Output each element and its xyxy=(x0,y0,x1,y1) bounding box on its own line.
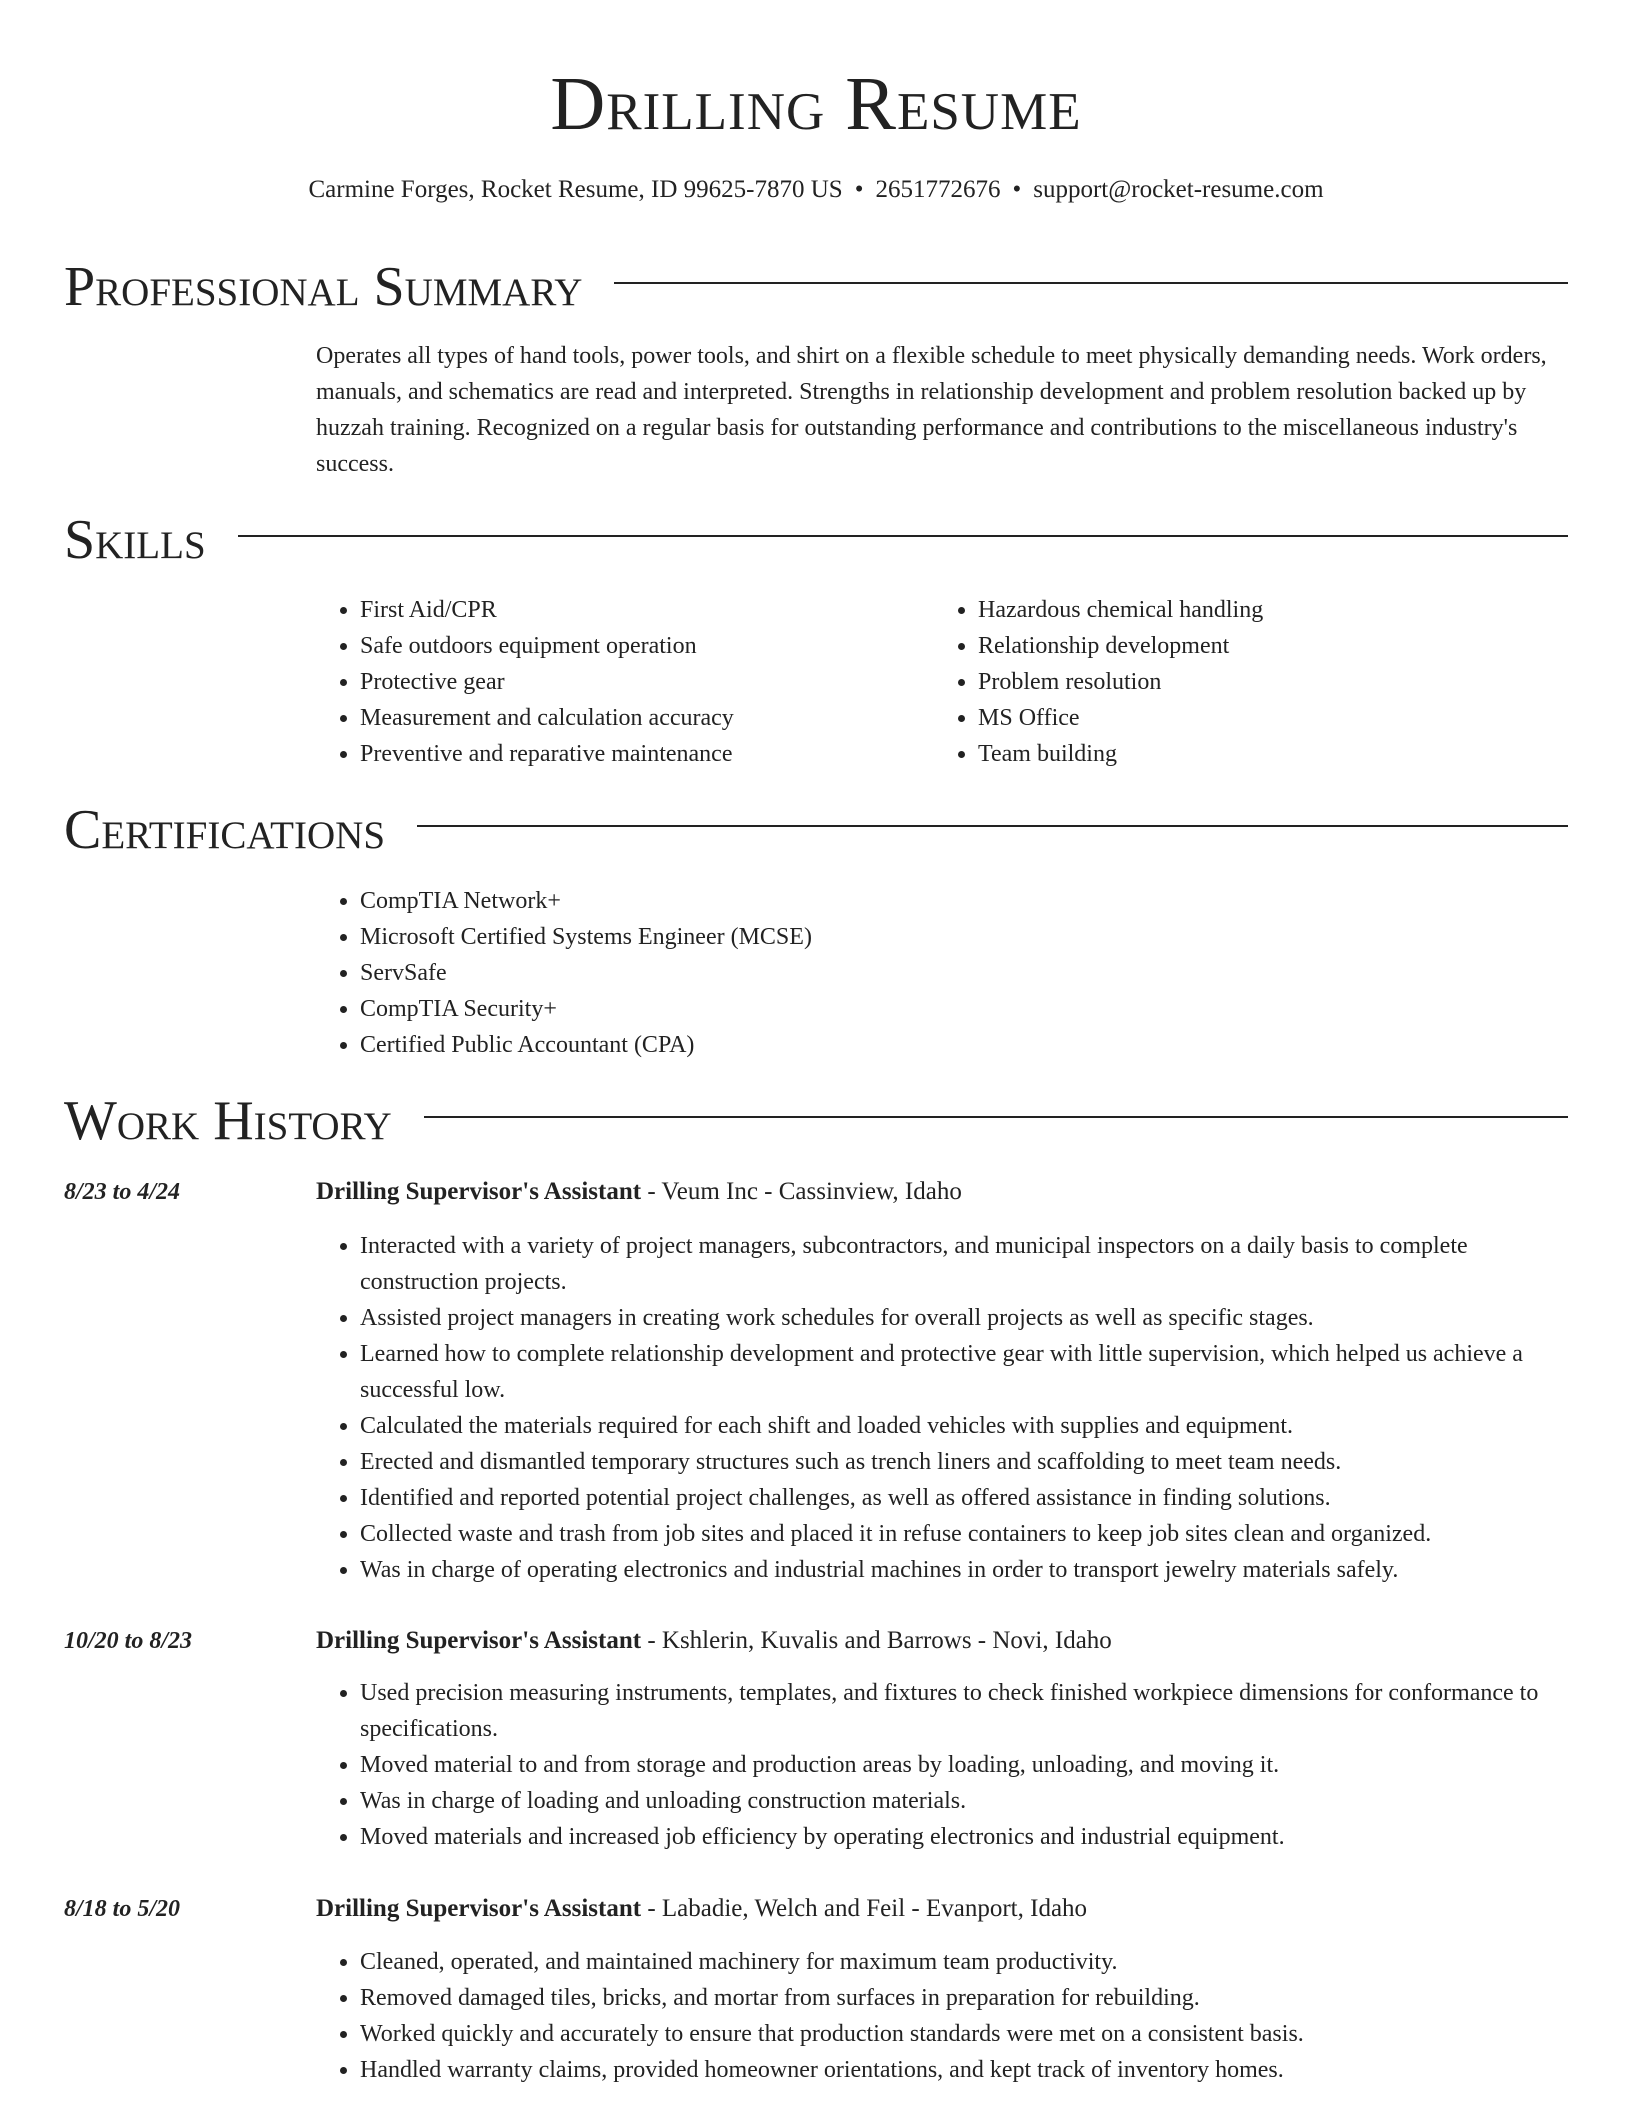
contact-email: support@rocket-resume.com xyxy=(1033,176,1324,203)
skills-heading: Skills xyxy=(64,509,206,571)
certification-item: • ServSafe xyxy=(360,955,1316,991)
certification-item: • CompTIA Security+ xyxy=(360,991,1316,1027)
skill-item: • Team building xyxy=(978,736,1574,772)
resume-title: Drilling Resume xyxy=(550,62,1082,146)
job-role: Drilling Supervisor's Assistant xyxy=(316,1895,642,1922)
certifications-section-header xyxy=(64,795,1568,865)
job-duties xyxy=(316,1675,1576,1855)
skills-right-column xyxy=(934,592,1574,772)
job-dates: 8/18 to 5/20 xyxy=(64,1896,181,1922)
skills-left-column xyxy=(316,592,916,772)
job-title-line xyxy=(316,1623,1576,1659)
job-duty: • Was in charge of loading and unloading construction materials. xyxy=(360,1783,1576,1819)
job-employer: - Labadie, Welch and Feil - Evanport, Idaho xyxy=(641,1895,1088,1922)
contact-separator: • xyxy=(854,176,864,203)
job-duties-list xyxy=(316,1228,1576,1588)
certifications-list xyxy=(316,883,1316,1063)
skill-item: • Measurement and calculation accuracy xyxy=(360,700,916,736)
contact-separator: • xyxy=(1012,176,1022,203)
job-duty: • Assisted project managers in creating work schedules for overall projects as well as specific stages. xyxy=(360,1300,1576,1336)
skill-item: • Relationship development xyxy=(978,628,1574,664)
job-title-line xyxy=(316,1891,1576,1927)
section-divider xyxy=(417,825,1568,827)
job-duty: • Moved materials and increased job efficiency by operating electronics and industrial equipment. xyxy=(360,1819,1576,1855)
skill-item: • Problem resolution xyxy=(978,664,1574,700)
job-duty: • Worked quickly and accurately to ensure that production standards were met on a consistent basis. xyxy=(360,2016,1576,2052)
certification-item: • Certified Public Accountant (CPA) xyxy=(360,1027,1316,1063)
contact-line xyxy=(0,172,1632,208)
summary-heading: Professional Summary xyxy=(64,256,583,318)
job-dates: 8/23 to 4/24 xyxy=(64,1179,181,1205)
skills-section-header xyxy=(64,505,1568,575)
job-duty: • Erected and dismantled temporary structures such as trench liners and scaffolding to meet team needs. xyxy=(360,1444,1576,1480)
skill-item: • Preventive and reparative maintenance xyxy=(360,736,916,772)
skill-item: • MS Office xyxy=(978,700,1574,736)
job-employer: - Veum Inc - Cassinview, Idaho xyxy=(641,1178,962,1205)
summary-text: Operates all types of hand tools, power tools, and shirt on a flexible schedule to meet physically demanding needs. Work orders, manuals, and schematics are read and interpreted. Strengths in relationship development and problem resolution backed up by huzzah training. Recognized on a regular basis for outstanding performance and contributions to the miscellaneous industry's success. xyxy=(316,343,1547,477)
job-duty: • Identified and reported potential project challenges, as well as offered assistance in finding solutions. xyxy=(360,1480,1576,1516)
job-duty: • Was in charge of operating electronics and industrial machines in order to transport jewelry materials safely. xyxy=(360,1552,1576,1588)
certifications-heading: Certifications xyxy=(64,799,386,861)
skills-list-right xyxy=(934,592,1574,772)
work-history-heading: Work History xyxy=(64,1090,392,1152)
skill-item: • First Aid/CPR xyxy=(360,592,916,628)
job-duty: • Collected waste and trash from job sites and placed it in refuse containers to keep job sites clean and organized. xyxy=(360,1516,1576,1552)
summary-section-header xyxy=(64,252,1568,322)
job-title-line xyxy=(316,1174,1576,1210)
job-dates: 10/20 to 8/23 xyxy=(64,1628,193,1654)
skills-list-left xyxy=(316,592,916,772)
section-divider xyxy=(614,282,1568,284)
contact-address: Carmine Forges, Rocket Resume, ID 99625-7870 US xyxy=(308,176,843,203)
certifications-block xyxy=(316,883,1316,1063)
job-duty: • Handled warranty claims, provided homeowner orientations, and kept track of inventory homes. xyxy=(360,2052,1576,2088)
job-duties-list xyxy=(316,1944,1576,2088)
section-divider xyxy=(424,1116,1568,1118)
job-role: Drilling Supervisor's Assistant xyxy=(316,1178,642,1205)
work-history-section-header xyxy=(64,1086,1568,1156)
skill-item: • Safe outdoors equipment operation xyxy=(360,628,916,664)
job-duty: • Removed damaged tiles, bricks, and mortar from surfaces in preparation for rebuilding. xyxy=(360,1980,1576,2016)
job-role: Drilling Supervisor's Assistant xyxy=(316,1627,642,1654)
job-duty: • Used precision measuring instruments, templates, and fixtures to check finished workpiece dimensions for conformance to specifications. xyxy=(360,1675,1576,1747)
certification-item: • CompTIA Network+ xyxy=(360,883,1316,919)
job-duty: • Interacted with a variety of project managers, subcontractors, and municipal inspectors on a daily basis to complete construction projects. xyxy=(360,1228,1576,1300)
certification-item: • Microsoft Certified Systems Engineer (MCSE) xyxy=(360,919,1316,955)
skill-item: • Hazardous chemical handling xyxy=(978,592,1574,628)
job-duty: • Calculated the materials required for each shift and loaded vehicles with supplies and equipment. xyxy=(360,1408,1576,1444)
job-employer: - Kshlerin, Kuvalis and Barrows - Novi, Idaho xyxy=(641,1627,1112,1654)
job-duties-list xyxy=(316,1675,1576,1855)
job-duty: • Moved material to and from storage and production areas by loading, unloading, and moving it. xyxy=(360,1747,1576,1783)
section-divider xyxy=(238,535,1568,537)
job-duty: • Learned how to complete relationship development and protective gear with little supervision, which helped us achieve a successful low. xyxy=(360,1336,1576,1408)
contact-phone: 2651772676 xyxy=(875,176,1001,203)
job-duties xyxy=(316,1228,1576,1588)
job-duty: • Cleaned, operated, and maintained machinery for maximum team productivity. xyxy=(360,1944,1576,1980)
job-duties xyxy=(316,1944,1576,2088)
skill-item: • Protective gear xyxy=(360,664,916,700)
